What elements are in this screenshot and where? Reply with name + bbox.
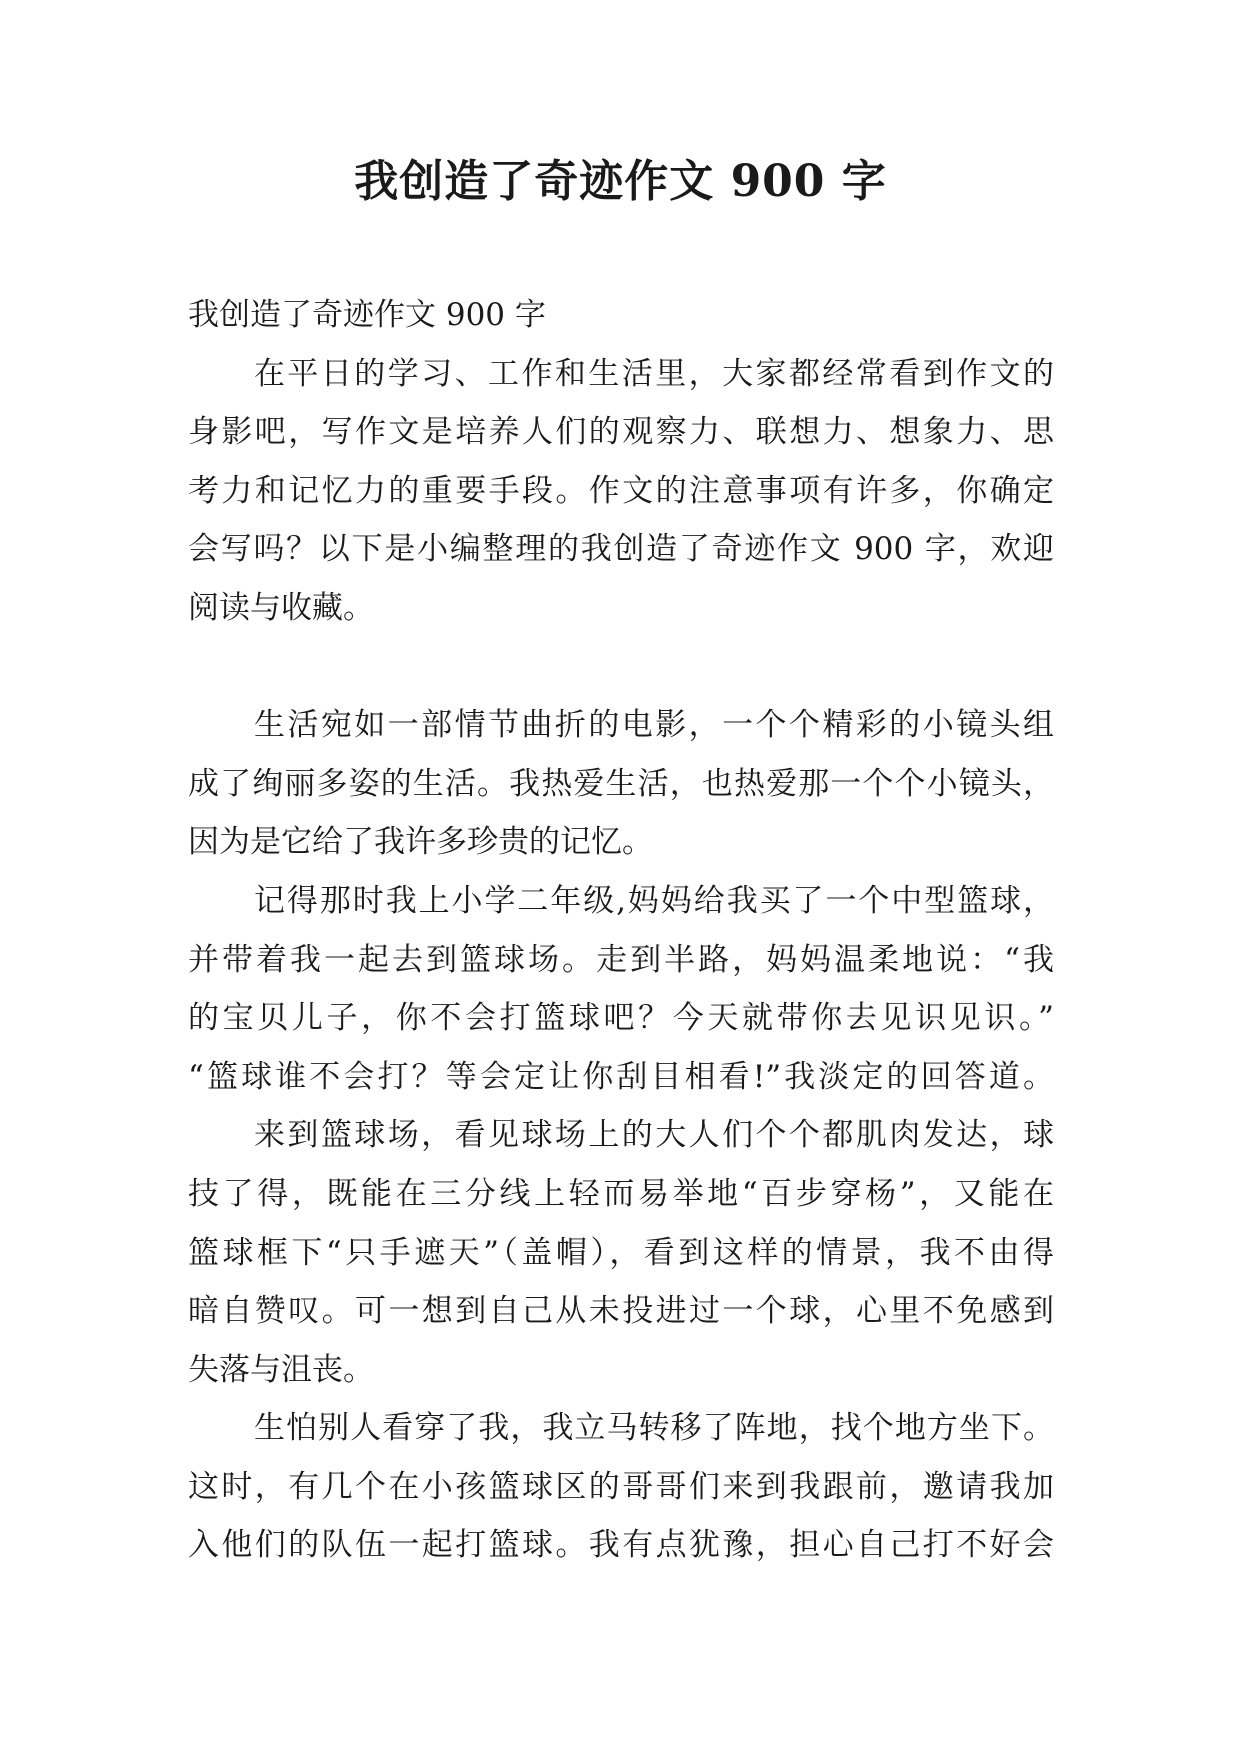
paragraph-line: 入他们的队伍一起打篮球。我有点犹豫，担心自己打不好会 [188, 1527, 1054, 1564]
paragraph-line: 这时，有几个在小孩篮球区的哥哥们来到我跟前，邀请我加 [188, 1468, 1054, 1505]
document-body [188, 286, 1054, 1575]
paragraph-line: 因为是它给了我许多珍贵的记忆。 [188, 824, 653, 861]
paragraph-line: 生怕别人看穿了我，我立马转移了阵地，找个地方坐下。 [254, 1410, 1054, 1447]
paragraph-line: 篮球框下“只手遮天”（盖帽），看到这样的情景，我不由得 [188, 1234, 1054, 1271]
paragraph-line: 的宝贝儿子，你不会打篮球吧？今天就带你去见识见识。” [188, 1000, 1054, 1037]
paragraph-line: 来到篮球场，看见球场上的大人们个个都肌肉发达，球 [254, 1117, 1054, 1154]
paragraph-line: 会写吗？以下是小编整理的我创造了奇迹作文 900 字，欢迎 [188, 531, 1054, 568]
paragraph-line: 暗自赞叹。可一想到自己从未投进过一个球，心里不免感到 [188, 1293, 1054, 1330]
paragraph-line: 阅读与收藏。 [188, 589, 374, 626]
blank-line [188, 638, 1054, 697]
paragraph-line: 失落与沮丧。 [188, 1351, 374, 1388]
paragraph-line: “篮球谁不会打？等会定让你刮目相看!”我淡定的回答道。 [188, 1058, 1054, 1095]
paragraph-line: 考力和记忆力的重要手段。作文的注意事项有许多，你确定 [188, 472, 1054, 509]
subtitle-line: 我创造了奇迹作文 900 字 [188, 297, 546, 333]
paragraph-line: 身影吧，写作文是培养人们的观察力、联想力、想象力、思 [188, 414, 1054, 451]
paragraph-line: 在平日的学习、工作和生活里，大家都经常看到作文的 [254, 355, 1054, 392]
paragraph-line: 成了绚丽多姿的生活。我热爱生活，也热爱那一个个小镜头， [188, 765, 1054, 802]
paragraph-line: 记得那时我上小学二年级,妈妈给我买了一个中型篮球， [254, 882, 1054, 919]
paragraph-line: 技了得，既能在三分线上轻而易举地“百步穿杨”，又能在 [188, 1175, 1054, 1212]
document-title: 我创造了奇迹作文 900 字 [354, 156, 887, 207]
paragraph-line: 生活宛如一部情节曲折的电影，一个个精彩的小镜头组 [254, 707, 1054, 744]
paragraph-line: 并带着我一起去到篮球场。走到半路，妈妈温柔地说：“我 [188, 941, 1054, 978]
